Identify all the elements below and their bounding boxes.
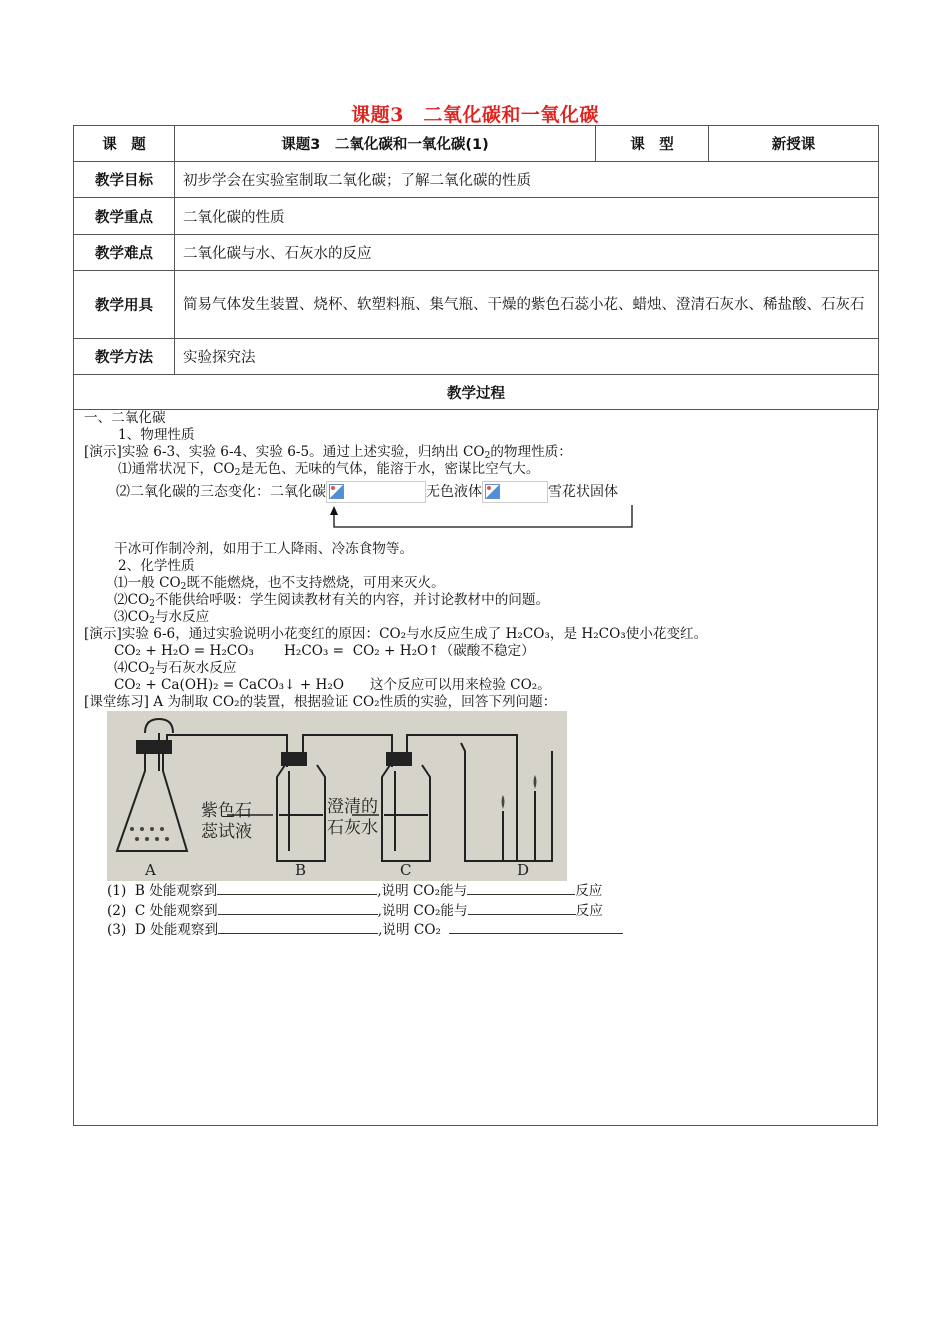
row-process-header xyxy=(74,375,879,410)
state-cycle-arrow xyxy=(325,505,637,531)
method-value: 实验探究法 xyxy=(175,339,879,375)
apparatus-figure xyxy=(107,711,567,881)
difficulties-value: 二氧化碳与水、石灰水的反应 xyxy=(175,235,879,271)
answer-blank[interactable] xyxy=(449,920,623,934)
exercise-line: [课堂练习] A 为制取 CO₂的装置，根据验证 CO₂性质的实验，回答下列问题： xyxy=(84,694,557,710)
question-1: (1) B 处能观察到 ,说明 CO₂能与 反应 xyxy=(107,883,603,899)
chem-line-4: $⑷CO_2$与石灰水反应 xyxy=(114,660,237,677)
topic-value: 课题3 二氧化碳和一氧化碳(1) xyxy=(175,126,596,162)
dry-ice-line: 干冰可作制冷剂，如用于工人降雨、冷冻食物等。 xyxy=(114,541,414,557)
answer-blank[interactable] xyxy=(467,881,575,895)
process-label: 教学过程 xyxy=(74,375,879,410)
label-litmus: 紫色石 蕊试液 xyxy=(201,801,252,842)
row-topic xyxy=(74,126,879,162)
equation-line-1: CO₂ + H₂O = H₂CO₃ H₂CO₃ = CO₂ + H₂O↑（碳酸不稳定） xyxy=(114,643,535,659)
image-placeholder-icon xyxy=(485,484,500,499)
chem-line-2: $⑵CO_2$不能供给呼吸：学生阅读教材有关的内容，并讨论教材中的问题。 xyxy=(114,592,550,609)
label-limewater: 澄清的 石灰水 xyxy=(327,797,378,838)
process-content xyxy=(84,410,864,478)
method-label: 教学方法 xyxy=(74,339,175,375)
image-placeholder-icon xyxy=(329,484,344,499)
label-b: B xyxy=(295,861,307,879)
label-a: A xyxy=(145,861,156,879)
type-value: 新授课 xyxy=(709,126,879,162)
lesson-plan-table xyxy=(73,125,879,410)
question-3: (3) D 处能观察到 ,说明 CO₂ xyxy=(107,920,623,940)
materials-value: 简易气体发生装置、烧杯、软塑料瓶、集气瓶、干燥的紫色石蕊小花、蜡烛、澄清石灰水、稀盐酸、石灰石 xyxy=(175,271,879,339)
question-2: (2) C 处能观察到 ,说明 CO₂能与 反应 xyxy=(107,902,603,919)
questions xyxy=(107,881,623,940)
topic-label: 课 题 xyxy=(74,126,175,162)
three-states-line: ⑵二氧化碳的三态变化：二氧化碳 无色液体 雪花状固体 xyxy=(116,481,618,503)
blank-box xyxy=(326,481,426,503)
apparatus-drawing xyxy=(107,711,567,881)
row-materials xyxy=(74,271,879,339)
demo-line: [演示]实验 6-3、实验 6-4、实验 6-5。通过上述实验，归纳出 $CO_2$的物理性质： xyxy=(84,444,572,461)
subsection-chemical: 2、化学性质 xyxy=(118,558,195,574)
row-objectives xyxy=(74,162,879,198)
row-method xyxy=(74,339,879,375)
row-difficulties xyxy=(74,235,879,271)
answer-blank[interactable] xyxy=(218,901,378,915)
chem-line-1: ⑴一般 $CO_2$既不能燃烧，也不支持燃烧，可用来灭火。 xyxy=(114,575,445,592)
chem-line-3: $⑶CO_2$与水反应 xyxy=(114,609,210,626)
objectives-label: 教学目标 xyxy=(74,162,175,198)
label-c: C xyxy=(400,861,412,879)
answer-blank[interactable] xyxy=(218,920,378,934)
equation-line-2: CO₂ + Ca(OH)₂ = CaCO₃↓ + H₂O 这个反应可以用来检验 CO₂。 xyxy=(114,677,551,693)
blank-box xyxy=(482,481,548,503)
key-points-label: 教学重点 xyxy=(74,198,175,235)
subsection-physical: 1、物理性质 xyxy=(118,427,195,443)
materials-label: 教学用具 xyxy=(74,271,175,339)
row-key-points xyxy=(74,198,879,235)
property-line: ⑴通常状况下，$CO_2$是无色、无味的气体，能溶于水，密谋比空气大。 xyxy=(118,461,540,478)
section-heading: 一、二氧化碳 xyxy=(84,410,166,426)
answer-blank[interactable] xyxy=(468,901,576,915)
type-label: 课 型 xyxy=(596,126,709,162)
key-points-value: 二氧化碳的性质 xyxy=(175,198,879,235)
page-title: 课题3 二氧化碳和一氧化碳 xyxy=(351,104,599,126)
answer-blank[interactable] xyxy=(217,881,377,895)
difficulties-label: 教学难点 xyxy=(74,235,175,271)
objectives-value: 初步学会在实验室制取二氧化碳；了解二氧化碳的性质 xyxy=(175,162,879,198)
demo-line-2: [演示]实验 6-6，通过实验说明小花变红的原因：CO₂与水反应生成了 H₂CO₃，是 H₂CO₃使小花变红。 xyxy=(84,626,708,642)
label-d: D xyxy=(517,861,530,879)
process-content-2 xyxy=(84,541,864,711)
